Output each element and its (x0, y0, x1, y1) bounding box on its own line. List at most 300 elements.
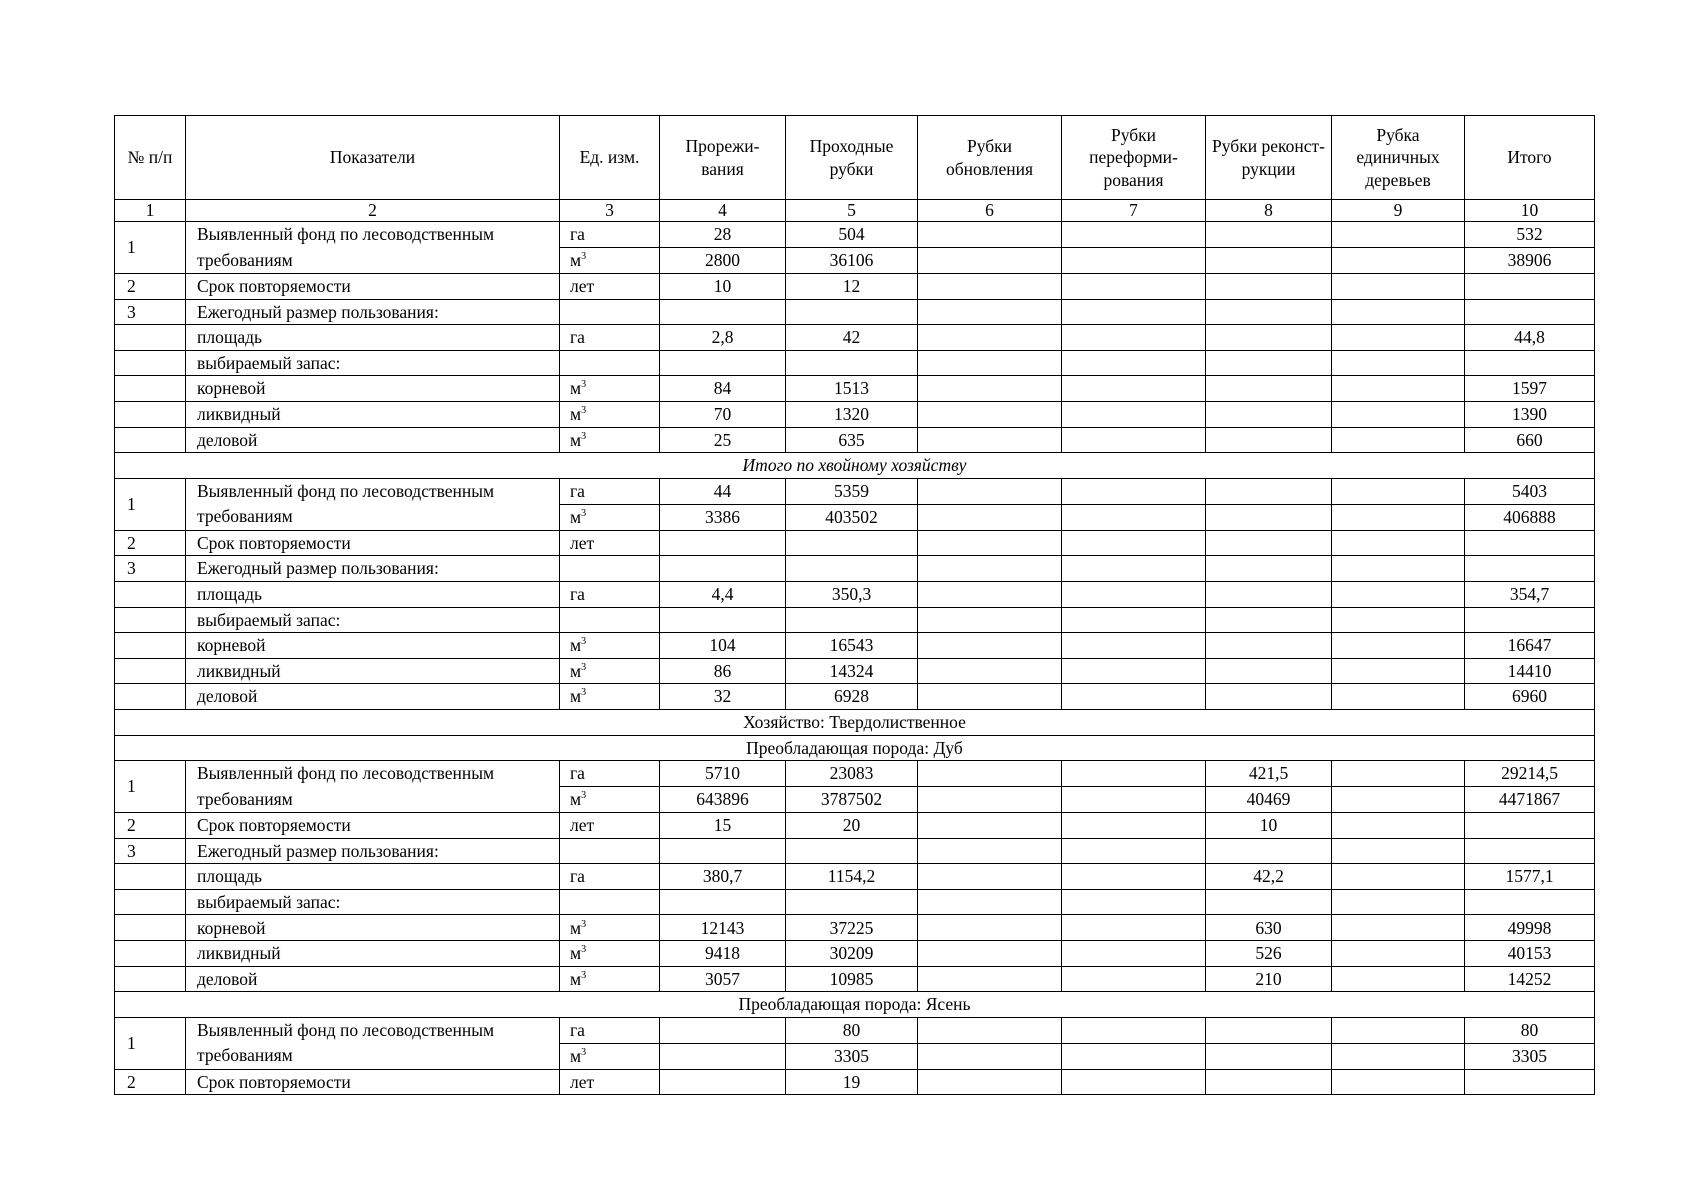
value-cell (1062, 633, 1206, 659)
column-number: 3 (560, 200, 660, 222)
unit-superscript: 3 (581, 944, 587, 956)
row-number: 1 (115, 761, 186, 813)
table-row (115, 274, 1595, 300)
table-row (115, 607, 1595, 633)
value-cell (918, 684, 1062, 710)
value-cell (1062, 530, 1206, 556)
value-cell (1062, 350, 1206, 376)
value-cell (918, 941, 1062, 967)
value-cell: 40153 (1465, 941, 1595, 967)
value-cell: 504 (786, 222, 918, 248)
table-row (115, 401, 1595, 427)
value-cell (1332, 761, 1465, 787)
value-cell: 20 (786, 813, 918, 839)
value-cell (1062, 813, 1206, 839)
table-row (115, 761, 1595, 787)
value-cell (1206, 299, 1332, 325)
indicator-label: ликвидный (186, 941, 560, 967)
column-number: 1 (115, 200, 186, 222)
unit-text: га (570, 584, 585, 605)
forest-use-table-page (114, 115, 1594, 1095)
value-cell: 16543 (786, 633, 918, 659)
value-cell (918, 581, 1062, 607)
unit-superscript: 3 (581, 687, 587, 699)
unit-text: га (570, 763, 585, 784)
unit-text: м (570, 378, 582, 399)
row-number: 1 (115, 1017, 186, 1069)
unit-cell (560, 530, 660, 556)
row-number (115, 864, 186, 890)
row-number (115, 350, 186, 376)
value-cell: 25 (660, 427, 786, 453)
value-cell: 3057 (660, 966, 786, 992)
unit-cell (560, 581, 660, 607)
indicator-label: Ежегодный размер пользования: (186, 556, 560, 582)
section-title: Преобладающая порода: Дуб (115, 735, 1595, 761)
value-cell: 80 (786, 1017, 918, 1043)
value-cell (1206, 658, 1332, 684)
value-cell (1062, 581, 1206, 607)
value-cell (918, 274, 1062, 300)
value-cell: 12143 (660, 915, 786, 941)
indicator-label: Выявленный фонд по лесоводственным требованиям (186, 1017, 560, 1069)
unit-text: м (570, 660, 582, 681)
unit-cell (560, 222, 660, 248)
value-cell (660, 889, 786, 915)
unit-cell (560, 941, 660, 967)
value-cell (1062, 864, 1206, 890)
value-cell (918, 658, 1062, 684)
unit-text: м (570, 968, 582, 989)
indicator-label: площадь (186, 864, 560, 890)
column-number: 2 (186, 200, 560, 222)
value-cell (1206, 376, 1332, 402)
value-cell (1465, 274, 1595, 300)
column-number: 8 (1206, 200, 1332, 222)
value-cell (1062, 658, 1206, 684)
indicator-label: корневой (186, 915, 560, 941)
value-cell (1062, 325, 1206, 351)
row-number (115, 633, 186, 659)
section-title: Итого по хвойному хозяйству (115, 453, 1595, 479)
row-number (115, 581, 186, 607)
unit-cell (560, 915, 660, 941)
unit-cell (560, 607, 660, 633)
value-cell: 406888 (1465, 504, 1595, 530)
value-cell (1332, 1069, 1465, 1095)
value-cell: 14252 (1465, 966, 1595, 992)
value-cell: 5403 (1465, 478, 1595, 504)
unit-cell (560, 478, 660, 504)
unit-text: га (570, 1020, 585, 1041)
table-row (115, 633, 1595, 659)
value-cell: 86 (660, 658, 786, 684)
row-number (115, 427, 186, 453)
value-cell: 635 (786, 427, 918, 453)
value-cell: 70 (660, 401, 786, 427)
indicator-label: ликвидный (186, 658, 560, 684)
value-cell: 526 (1206, 941, 1332, 967)
unit-cell (560, 633, 660, 659)
value-cell (1332, 504, 1465, 530)
value-cell (1465, 299, 1595, 325)
value-cell (1332, 684, 1465, 710)
value-cell (1332, 274, 1465, 300)
indicator-label: ликвидный (186, 401, 560, 427)
unit-text: м (570, 917, 582, 938)
indicator-label: Срок повторяемости (186, 1069, 560, 1095)
col-header-passage-cutting: Проходные рубки (786, 116, 918, 200)
unit-superscript: 3 (581, 405, 587, 417)
value-cell (918, 325, 1062, 351)
value-cell (1332, 556, 1465, 582)
indicator-label: Выявленный фонд по лесоводственным требованиям (186, 222, 560, 274)
table-row (115, 222, 1595, 248)
value-cell (1332, 248, 1465, 274)
unit-text: м (570, 635, 582, 656)
unit-cell (560, 350, 660, 376)
row-number (115, 684, 186, 710)
value-cell: 350,3 (786, 581, 918, 607)
unit-cell (560, 1043, 660, 1069)
value-cell (1062, 248, 1206, 274)
value-cell (1206, 427, 1332, 453)
row-number (115, 889, 186, 915)
indicator-label: деловой (186, 966, 560, 992)
value-cell: 16647 (1465, 633, 1595, 659)
unit-superscript: 3 (581, 661, 587, 673)
column-number: 7 (1062, 200, 1206, 222)
value-cell: 29214,5 (1465, 761, 1595, 787)
value-cell (1332, 813, 1465, 839)
value-cell (1206, 581, 1332, 607)
value-cell (1332, 581, 1465, 607)
indicator-label: площадь (186, 325, 560, 351)
value-cell (1465, 1069, 1595, 1095)
value-cell: 210 (1206, 966, 1332, 992)
value-cell (1062, 376, 1206, 402)
column-number: 9 (1332, 200, 1465, 222)
value-cell: 421,5 (1206, 761, 1332, 787)
value-cell (1206, 556, 1332, 582)
value-cell (660, 299, 786, 325)
value-cell (1465, 350, 1595, 376)
value-cell (1062, 299, 1206, 325)
row-number: 2 (115, 1069, 186, 1095)
unit-text: лет (570, 815, 595, 836)
value-cell (1465, 813, 1595, 839)
value-cell: 9418 (660, 941, 786, 967)
unit-cell (560, 813, 660, 839)
unit-cell (560, 838, 660, 864)
value-cell: 37225 (786, 915, 918, 941)
value-cell: 643896 (660, 787, 786, 813)
table-row (115, 966, 1595, 992)
table-row (115, 889, 1595, 915)
value-cell: 6928 (786, 684, 918, 710)
value-cell (1206, 248, 1332, 274)
table-row (115, 813, 1595, 839)
unit-cell (560, 248, 660, 274)
value-cell (1206, 889, 1332, 915)
value-cell (918, 222, 1062, 248)
col-header-reconstruction-cutting: Рубки реконст-рукции (1206, 116, 1332, 200)
value-cell: 354,7 (1465, 581, 1595, 607)
unit-superscript: 3 (581, 430, 587, 442)
section-header-row (115, 735, 1595, 761)
value-cell (1206, 504, 1332, 530)
value-cell (1332, 966, 1465, 992)
value-cell (1206, 222, 1332, 248)
value-cell (1332, 530, 1465, 556)
header-row (115, 116, 1595, 200)
indicator-label: выбираемый запас: (186, 889, 560, 915)
value-cell (786, 889, 918, 915)
value-cell: 660 (1465, 427, 1595, 453)
unit-superscript: 3 (581, 508, 587, 520)
value-cell (918, 889, 1062, 915)
row-number (115, 607, 186, 633)
table-body (115, 222, 1595, 1095)
row-number: 3 (115, 556, 186, 582)
value-cell (660, 530, 786, 556)
value-cell (1206, 633, 1332, 659)
table-row (115, 864, 1595, 890)
value-cell (1332, 222, 1465, 248)
value-cell (1062, 222, 1206, 248)
indicator-label: Ежегодный размер пользования: (186, 299, 560, 325)
col-header-num: № п/п (115, 116, 186, 200)
column-number: 6 (918, 200, 1062, 222)
value-cell (1062, 274, 1206, 300)
value-cell: 2,8 (660, 325, 786, 351)
row-number: 2 (115, 530, 186, 556)
col-header-reformation-cutting: Рубки переформи-рования (1062, 116, 1206, 200)
unit-cell (560, 325, 660, 351)
value-cell: 42 (786, 325, 918, 351)
value-cell: 42,2 (1206, 864, 1332, 890)
unit-text: м (570, 250, 582, 271)
indicator-label: выбираемый запас: (186, 607, 560, 633)
value-cell (1465, 607, 1595, 633)
table-row (115, 478, 1595, 504)
table-row (115, 427, 1595, 453)
col-header-thinning: Прорежи-вания (660, 116, 786, 200)
value-cell (918, 787, 1062, 813)
value-cell: 3787502 (786, 787, 918, 813)
unit-text: м (570, 943, 582, 964)
unit-text: га (570, 327, 585, 348)
unit-superscript: 3 (581, 636, 587, 648)
value-cell (1206, 325, 1332, 351)
value-cell: 12 (786, 274, 918, 300)
value-cell (1332, 325, 1465, 351)
value-cell: 3305 (1465, 1043, 1595, 1069)
value-cell (918, 427, 1062, 453)
value-cell (1206, 350, 1332, 376)
indicator-label: Срок повторяемости (186, 813, 560, 839)
column-number: 10 (1465, 200, 1595, 222)
unit-text: лет (570, 532, 595, 553)
value-cell (1206, 478, 1332, 504)
col-header-indicators: Показатели (186, 116, 560, 200)
value-cell: 23083 (786, 761, 918, 787)
value-cell: 1390 (1465, 401, 1595, 427)
value-cell (1332, 401, 1465, 427)
value-cell: 84 (660, 376, 786, 402)
unit-text: га (570, 224, 585, 245)
row-number: 3 (115, 838, 186, 864)
unit-cell (560, 864, 660, 890)
value-cell (918, 864, 1062, 890)
value-cell: 80 (1465, 1017, 1595, 1043)
value-cell (1332, 633, 1465, 659)
unit-text: м (570, 404, 582, 425)
unit-cell (560, 1069, 660, 1095)
value-cell (1062, 478, 1206, 504)
value-cell (918, 556, 1062, 582)
value-cell: 1513 (786, 376, 918, 402)
value-cell: 630 (1206, 915, 1332, 941)
value-cell: 1320 (786, 401, 918, 427)
value-cell (1332, 838, 1465, 864)
unit-cell (560, 401, 660, 427)
value-cell (1332, 1017, 1465, 1043)
value-cell: 403502 (786, 504, 918, 530)
unit-cell (560, 966, 660, 992)
value-cell: 44,8 (1465, 325, 1595, 351)
value-cell (1332, 915, 1465, 941)
unit-cell (560, 761, 660, 787)
value-cell (1206, 274, 1332, 300)
value-cell: 5359 (786, 478, 918, 504)
col-header-unit: Ед. изм. (560, 116, 660, 200)
value-cell (1206, 838, 1332, 864)
value-cell: 10985 (786, 966, 918, 992)
unit-text: м (570, 429, 582, 450)
value-cell (1465, 556, 1595, 582)
value-cell: 104 (660, 633, 786, 659)
unit-superscript: 3 (581, 918, 587, 930)
table-row (115, 915, 1595, 941)
indicator-label: деловой (186, 684, 560, 710)
unit-cell (560, 889, 660, 915)
value-cell (660, 350, 786, 376)
value-cell: 28 (660, 222, 786, 248)
table-row (115, 684, 1595, 710)
value-cell (1332, 427, 1465, 453)
value-cell (1062, 1017, 1206, 1043)
unit-superscript: 3 (581, 969, 587, 981)
value-cell: 10 (660, 274, 786, 300)
table-row (115, 581, 1595, 607)
value-cell: 1154,2 (786, 864, 918, 890)
value-cell (660, 607, 786, 633)
value-cell (1332, 787, 1465, 813)
value-cell: 49998 (1465, 915, 1595, 941)
value-cell (1206, 1069, 1332, 1095)
unit-text: лет (570, 276, 595, 297)
indicator-label: деловой (186, 427, 560, 453)
value-cell (1206, 607, 1332, 633)
unit-text: га (570, 481, 585, 502)
table-row (115, 325, 1595, 351)
column-number: 5 (786, 200, 918, 222)
value-cell (918, 761, 1062, 787)
table-row (115, 838, 1595, 864)
value-cell (1332, 658, 1465, 684)
table-row (115, 350, 1595, 376)
value-cell (1206, 401, 1332, 427)
value-cell (1465, 530, 1595, 556)
table-row (115, 530, 1595, 556)
unit-cell (560, 376, 660, 402)
value-cell (1062, 1043, 1206, 1069)
row-number (115, 966, 186, 992)
unit-cell (560, 787, 660, 813)
value-cell: 14324 (786, 658, 918, 684)
value-cell (918, 478, 1062, 504)
column-number: 4 (660, 200, 786, 222)
value-cell (1062, 1069, 1206, 1095)
unit-cell (560, 274, 660, 300)
value-cell (1206, 684, 1332, 710)
table-row (115, 1069, 1595, 1095)
value-cell (918, 966, 1062, 992)
value-cell (1062, 761, 1206, 787)
value-cell: 1597 (1465, 376, 1595, 402)
unit-text: лет (570, 1071, 595, 1092)
row-number (115, 658, 186, 684)
unit-superscript: 3 (581, 1047, 587, 1059)
unit-cell (560, 684, 660, 710)
unit-text: м (570, 1046, 582, 1067)
value-cell (918, 915, 1062, 941)
value-cell (660, 838, 786, 864)
row-number: 1 (115, 222, 186, 274)
indicator-label: Выявленный фонд по лесоводственным требованиям (186, 478, 560, 530)
value-cell (918, 1069, 1062, 1095)
value-cell (918, 376, 1062, 402)
value-cell (660, 1017, 786, 1043)
unit-text: м (570, 789, 582, 810)
value-cell (1332, 376, 1465, 402)
unit-cell (560, 504, 660, 530)
table-row (115, 299, 1595, 325)
unit-superscript: 3 (581, 251, 587, 263)
row-number (115, 401, 186, 427)
value-cell: 4,4 (660, 581, 786, 607)
value-cell: 532 (1465, 222, 1595, 248)
value-cell (918, 607, 1062, 633)
value-cell: 19 (786, 1069, 918, 1095)
value-cell (1206, 530, 1332, 556)
unit-superscript: 3 (581, 790, 587, 802)
indicator-label: Срок повторяемости (186, 274, 560, 300)
value-cell: 3305 (786, 1043, 918, 1069)
value-cell (1206, 1043, 1332, 1069)
indicator-label: Ежегодный размер пользования: (186, 838, 560, 864)
col-header-single-tree-cutting: Рубка единичных деревьев (1332, 116, 1465, 200)
value-cell (918, 1017, 1062, 1043)
table-row (115, 941, 1595, 967)
value-cell (1062, 684, 1206, 710)
value-cell (918, 504, 1062, 530)
value-cell: 40469 (1206, 787, 1332, 813)
table-row (115, 376, 1595, 402)
value-cell (1062, 504, 1206, 530)
value-cell (918, 299, 1062, 325)
